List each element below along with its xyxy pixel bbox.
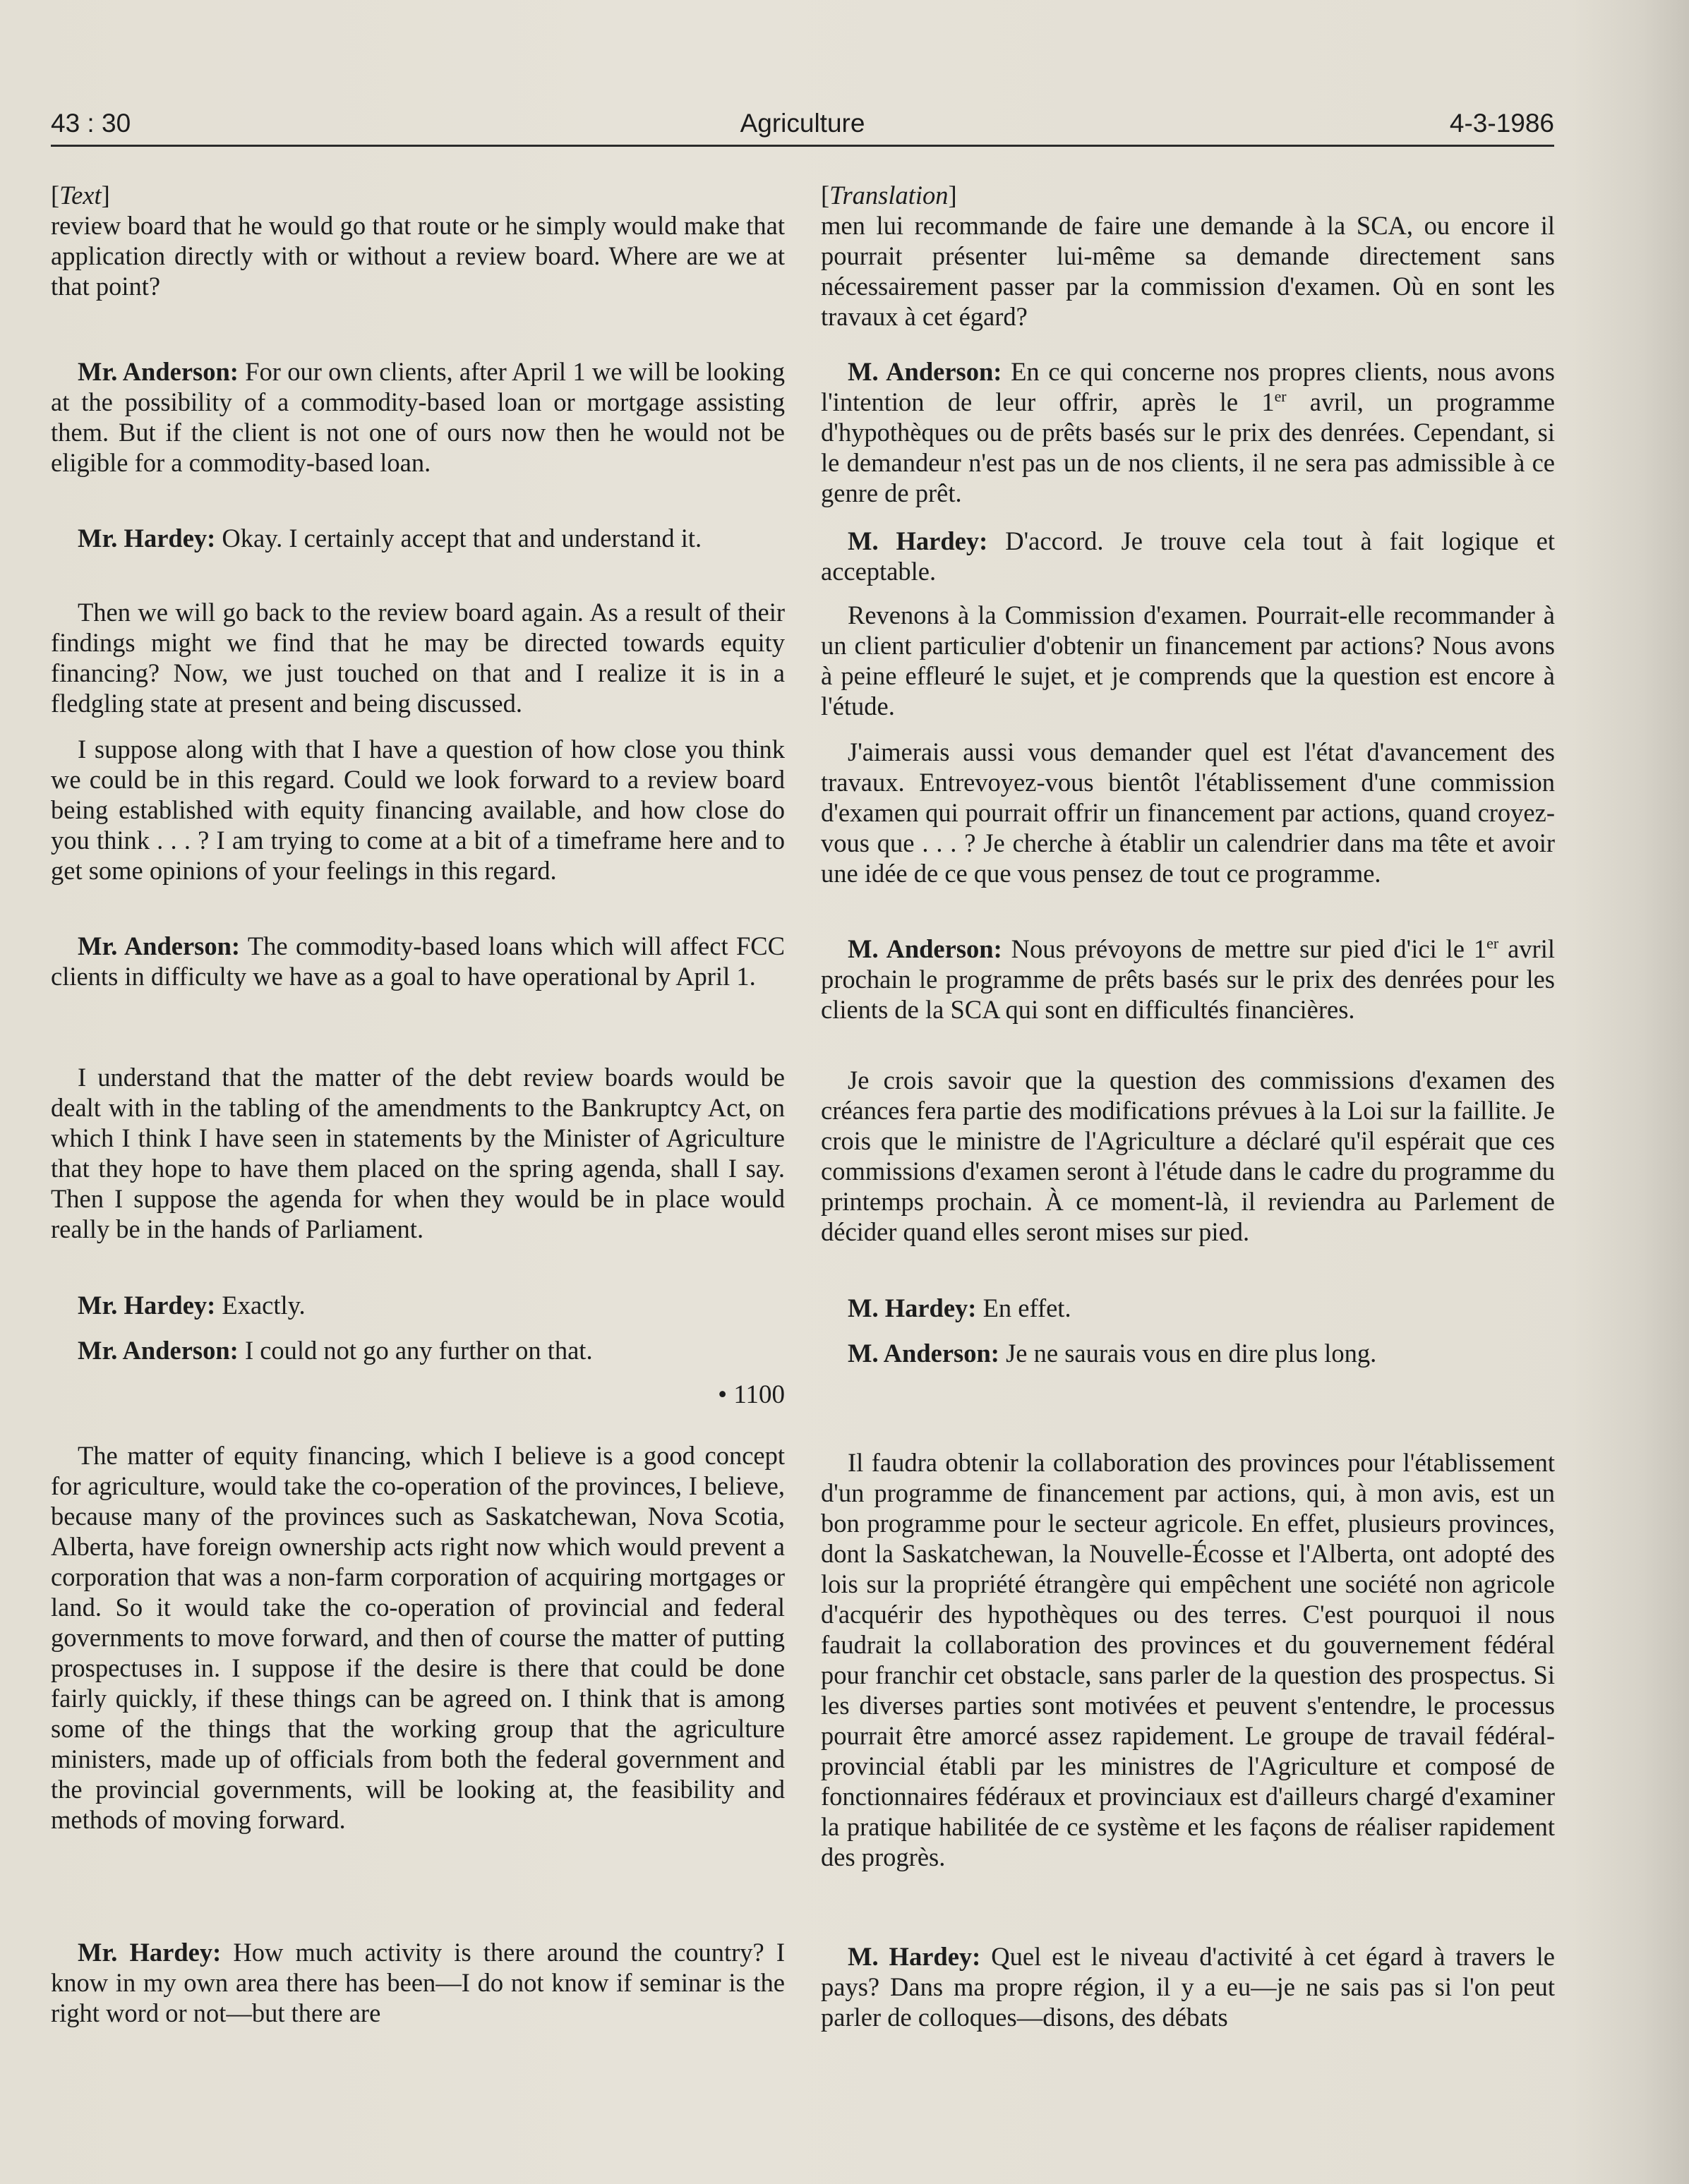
paragraph-text: How much activity is there around the country? I know in my own area there has been—I do not know if seminar is the right word or not—but there are (51, 1938, 785, 2027)
paragraph-text: Il faudra obtenir la collaboration des provinces pour l'établissement d'un programme de financement par actions, qui, à mon avis, est un bon programme pour le secteur agricole. En effet, plusieurs provinces, dont la Saskatchewan, la Nouvelle-Écosse et l'Alberta, ont adopté des lois sur la propriété étrangère qui empêchent une société non agricole d'acquérir des hypothèques ou des terres. C'est pourquoi il nous faudrait la collaboration des provinces et du gouvernement fédéral pour franchir cet obstacle, sans parler de la question des prospectus. Si les diverses parties sont motivées et peuvent s'entendre, le processus pourrait être amorcé assez rapidement. Le groupe de travail fédéral-provincial établi par les ministres de l'Agriculture et composé de fonctionnaires fédéraux et provinciaux est d'ailleurs chargé d'examiner la pratique habilitée de ce système et les façons de réaliser rapidement des progrès. (821, 1448, 1555, 1871)
paragraph (821, 1293, 1555, 1323)
paragraph-text: I suppose along with that I have a question of how close you think we could be in this regard. Could we look forward to a review board being established with equity financing available, and how close do you think . . . ? I am trying to come at a bit of a timeframe here and to get some opinions of your feelings in this regard. (51, 735, 785, 885)
speaker-name: M. Hardey: (848, 1293, 977, 1322)
paragraph-text: review board that he would go that route or he simply would make that application directly with or without a review board. Where are we at that point? (51, 211, 785, 301)
paragraph (51, 356, 785, 478)
speaker-name: Mr. Hardey: (78, 1291, 216, 1320)
speaker-name: M. Hardey: (848, 1942, 981, 1971)
paragraph (821, 1941, 1555, 2032)
language-tag-text: Translation (829, 181, 949, 210)
paragraph-text: I understand that the matter of the debt review boards would be dealt with in the tabling of the amendments to the Bankruptcy Act, on which I think I have seen in statements by the Minister of Agriculture that they hope to have them placed on the spring agenda, shall I say. Then I suppose the agenda for when they would be in place would really be in the hands of Parliament. (51, 1063, 785, 1243)
speaker-name: Mr. Anderson: (78, 357, 239, 386)
paragraph-text: The matter of equity financing, which I believe is a good concept for agriculture, would take the co-operation of the provinces, I believe, because many of the provinces such as Saskatchewan, Nova Scotia, Alberta, have foreign ownership acts right now which would prevent a corporation that was a non-farm corporation of acquiring mortgages or land. So it would take the co-operation of provincial and federal governments to move forward, and then of course the matter of putting prospectuses in. I suppose if the desire is there that could be done fairly quickly, if these things can be agreed on. I think that is among some of the things that the working group that the agriculture ministers, made up of officials from both the federal government and the provincial governments, will be looking at, the feasibility and methods of moving forward. (51, 1441, 785, 1834)
paragraph (51, 1440, 785, 1835)
running-title: Agriculture (740, 109, 865, 138)
paragraph (821, 1447, 1555, 1872)
paragraph-text: The commodity-based loans which will affect FCC clients in difficulty we have as a goal to have operational by April 1. (51, 931, 785, 991)
paragraph-text: Je ne saurais vous en dire plus long. (999, 1339, 1377, 1368)
paragraph (821, 1065, 1555, 1247)
paragraph (51, 1062, 785, 1244)
speaker-name: M. Anderson: (848, 934, 1002, 963)
page-edge-shadow (1569, 0, 1689, 2184)
paragraph-text: Exactly. (215, 1291, 306, 1320)
paragraph (51, 597, 785, 718)
header-rule (51, 145, 1554, 147)
paragraph (51, 1290, 785, 1320)
paragraph-text: Okay. I certainly accept that and understand it. (215, 524, 702, 553)
paragraph (821, 210, 1555, 332)
sitting-date: 4-3-1986 (1449, 109, 1554, 138)
speaker-name: Mr. Anderson: (78, 1336, 239, 1365)
speaker-name: Mr. Anderson: (78, 931, 241, 960)
language-tag-text: Text (59, 181, 102, 210)
paragraph (51, 523, 785, 553)
paragraph-text: Quel est le niveau d'activité à cet égard à travers le pays? Dans ma propre région, il y a eu—je ne sais pas si l'on peut parler de colloques—disons, des débats (821, 1942, 1555, 2032)
paragraph (51, 931, 785, 991)
speaker-name: Mr. Hardey: (78, 1938, 222, 1967)
paragraph-text: For our own clients, after April 1 we will be looking at the possibility of a commodity-based loan or mortgage assisting them. But if the client is not one of ours now then he would not be eligible for a commodity-based loan. (51, 357, 785, 477)
paragraph-text: I could not go any further on that. (238, 1336, 593, 1365)
paragraph-text: En ce qui concerne nos propres clients, nous avons l'intention de leur offrir, après le 1er avril, un programme d'hypothèques ou de prêts basés sur le prix des denrées. Cependant, si le demandeur n'est pas un de nos clients, il ne sera pas admissible à ce genre de prêt. (821, 357, 1555, 507)
paragraph-text: Nous prévoyons de mettre sur pied d'ici le 1er avril prochain le programme de prêts basés sur le prix des denrées pour les clients de la SCA qui sont en difficultés financières. (821, 934, 1555, 1024)
page-number: 43 : 30 (51, 109, 131, 138)
paragraph (51, 734, 785, 886)
time-marker: • 1100 (718, 1380, 785, 1409)
paragraph (51, 1335, 785, 1365)
paragraph (821, 934, 1555, 1025)
paragraph (821, 737, 1555, 888)
speaker-name: Mr. Hardey: (78, 524, 216, 553)
paragraph (821, 1338, 1555, 1368)
speaker-name: M. Anderson: (848, 1339, 999, 1368)
paragraph-text: En effet. (976, 1293, 1071, 1322)
paragraph-text: men lui recommande de faire une demande à la SCA, ou encore il pourrait présenter lui-même sa demande directement sans nécessairement passer par la commission d'examen. Où en sont les travaux à cet égard? (821, 211, 1555, 331)
paragraph-text: D'accord. Je trouve cela tout à fait logique et acceptable. (821, 526, 1555, 586)
paragraph (821, 600, 1555, 721)
language-tag: [Text] (51, 181, 110, 210)
speaker-name: M. Hardey: (848, 526, 988, 555)
paragraph-text: Je crois savoir que la question des commissions d'examen des créances fera partie des modifications prévues à la Loi sur la faillite. Je crois que le ministre de l'Agriculture a déclaré qu'il espérait que ces commissions d'examen seront à l'étude dans le cadre du programme du printemps prochain. À ce moment-là, il reviendra au Parlement de décider quand elles seront mises sur pied. (821, 1066, 1555, 1246)
speaker-name: M. Anderson: (848, 357, 1002, 386)
paragraph (821, 526, 1555, 586)
page-header (51, 106, 1554, 148)
paragraph (51, 210, 785, 301)
paragraph (51, 1937, 785, 2028)
language-tag: [Translation] (821, 181, 957, 210)
paragraph-text: Revenons à la Commission d'examen. Pourrait-elle recommander à un client particulier d'obtenir un financement par actions? Nous avons à peine effleuré le sujet, et je comprends que la question est encore à l'étude. (821, 601, 1555, 720)
paragraph-text: Then we will go back to the review board again. As a result of their findings might we find that he may be directed towards equity financing? Now, we just touched on that and I realize it is in a fledgling state at present and being discussed. (51, 598, 785, 718)
paragraph (821, 356, 1555, 508)
paragraph-text: J'aimerais aussi vous demander quel est l'état d'avancement des travaux. Entrevoyez-vous bientôt l'établissement d'une commission d'examen qui pourrait offrir un financement par actions, quand croyez-vous que . . . ? Je cherche à établir un calendrier dans ma tête et avoir une idée de ce que vous pensez de tout ce programme. (821, 737, 1555, 888)
